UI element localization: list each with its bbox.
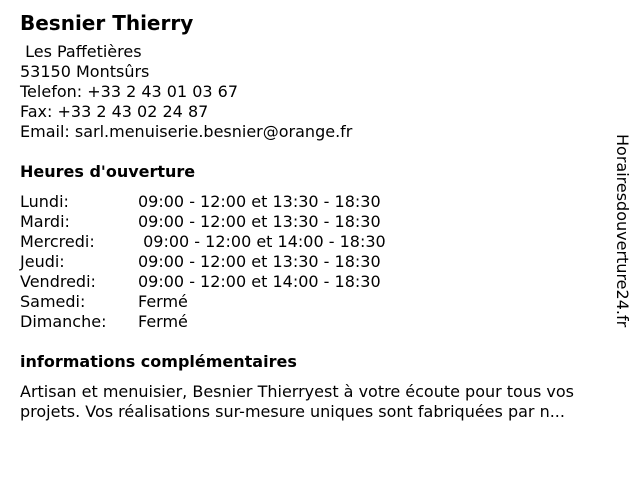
phone-text: Telefon: +33 2 43 01 03 67 — [20, 82, 239, 101]
hours-row-thursday — [20, 252, 610, 272]
hours-time: Fermé — [138, 312, 188, 331]
business-card — [20, 10, 610, 422]
hours-time: 09:00 - 12:00 et 14:00 - 18:30 — [138, 232, 386, 251]
hours-row-saturday — [20, 292, 610, 312]
hours-day: Mardi: — [20, 212, 70, 231]
fax-text: Fax: +33 2 43 02 24 87 — [20, 102, 209, 121]
hours-row-wednesday — [20, 232, 610, 252]
hours-row-monday — [20, 192, 610, 212]
hours-time: 09:00 - 12:00 et 13:30 - 18:30 — [138, 192, 381, 211]
hours-table — [20, 192, 610, 332]
hours-time: 09:00 - 12:00 et 13:30 - 18:30 — [138, 212, 381, 231]
hours-row-friday — [20, 272, 610, 292]
email-text: Email: sarl.menuiserie.besnier@orange.fr — [20, 122, 353, 141]
hours-time: 09:00 - 12:00 et 13:30 - 18:30 — [138, 252, 381, 271]
business-name: Besnier Thierry — [20, 11, 194, 35]
hours-day: Dimanche: — [20, 312, 107, 331]
hours-row-tuesday — [20, 212, 610, 232]
hours-day: Vendredi: — [20, 272, 96, 291]
info-description: Artisan et menuisier, Besnier Thierryest à votre écoute pour tous vos projets. Vos réalisations sur-mesure uniques sont fabriquées par n... — [20, 382, 574, 421]
hours-row-sunday — [20, 312, 610, 332]
hours-time: 09:00 - 12:00 et 14:00 - 18:30 — [138, 272, 381, 291]
hours-time: Fermé — [138, 292, 188, 311]
hours-day: Mercredi: — [20, 232, 95, 251]
address-line-1: Les Paffetières — [20, 42, 142, 61]
brand-watermark: Horairesdouverture24.fr — [613, 134, 632, 328]
hours-day: Jeudi: — [20, 252, 65, 271]
hours-title: Heures d'ouverture — [20, 162, 196, 181]
address-line-2: 53150 Montsûrs — [20, 62, 150, 81]
hours-day: Lundi: — [20, 192, 69, 211]
info-title: informations complémentaires — [20, 352, 297, 371]
hours-day: Samedi: — [20, 292, 86, 311]
